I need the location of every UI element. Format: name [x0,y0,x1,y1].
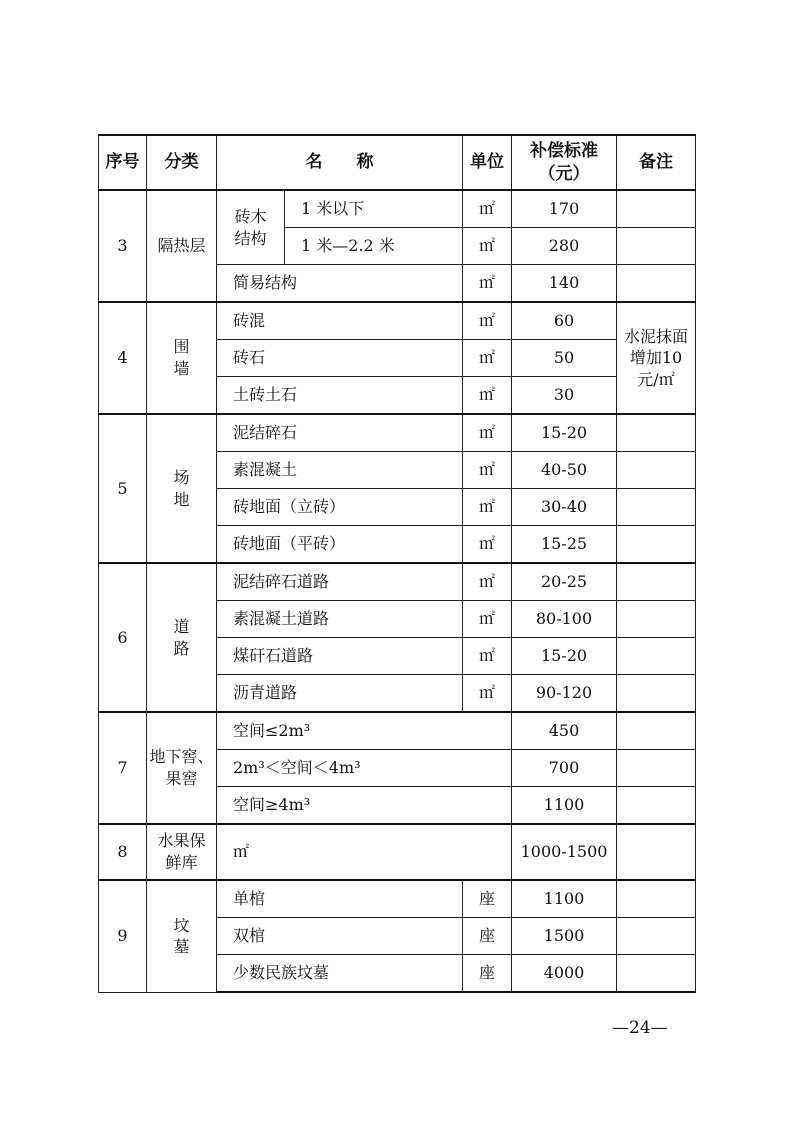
unit-cell: ㎡ [463,414,512,452]
unit-cell: ㎡ [463,489,512,526]
unit-cell: ㎡ [463,265,512,303]
unit-cell: 座 [463,955,512,993]
category-cell: 围墙 [147,302,217,414]
item-name: 素混凝土道路 [217,601,463,638]
remark-cell [617,955,696,993]
value-cell: 1100 [512,787,617,825]
remark-cell [617,265,696,303]
value-cell: 15-20 [512,638,617,675]
value-cell: 140 [512,265,617,303]
remark-cell [617,880,696,918]
item-name: 少数民族坟墓 [217,955,463,993]
header-row [99,135,696,190]
unit-cell: ㎡ [463,228,512,265]
remark-cell [617,228,696,265]
item-name: 砖地面（平砖） [217,526,463,564]
unit-cell: ㎡ [463,601,512,638]
unit-cell: ㎡ [463,340,512,377]
table-row [99,712,696,750]
remark-cell [617,190,696,228]
table-row [99,563,696,601]
remark-cell [617,489,696,526]
remark-cell [617,414,696,452]
value-cell: 50 [512,340,617,377]
value-cell: 15-25 [512,526,617,564]
unit-cell: ㎡ [463,563,512,601]
item-name: 单棺 [217,880,463,918]
seq-cell: 3 [99,190,147,302]
value-cell: 15-20 [512,414,617,452]
category-cell: 地下窖、果窖 [147,712,217,824]
page-number: —24— [612,1018,668,1038]
value-cell: 450 [512,712,617,750]
header-seq: 序号 [99,135,147,190]
value-cell: 280 [512,228,617,265]
seq-cell: 4 [99,302,147,414]
item-name: ㎡ [217,824,512,880]
item-name: 泥结碎石道路 [217,563,463,601]
remark-cell [617,712,696,750]
seq-cell: 7 [99,712,147,824]
item-name: 2m³＜空间＜4m³ [217,750,512,787]
unit-cell: ㎡ [463,190,512,228]
value-cell: 90-120 [512,675,617,713]
item-name: 空间≤2m³ [217,712,512,750]
category-cell: 道路 [147,563,217,712]
item-name: 简易结构 [217,265,463,303]
item-name: 煤矸石道路 [217,638,463,675]
header-standard: 补偿标准（元） [512,135,617,190]
unit-cell: ㎡ [463,452,512,489]
subcategory-cell: 砖木结构 [217,190,285,265]
item-name: 砖石 [217,340,463,377]
item-name: 素混凝土 [217,452,463,489]
unit-cell: ㎡ [463,526,512,564]
value-cell: 80-100 [512,601,617,638]
unit-cell: ㎡ [463,675,512,713]
remark-cell [617,638,696,675]
header-category: 分类 [147,135,217,190]
item-name: 1 米以下 [285,190,463,228]
remark-cell [617,824,696,880]
value-cell: 20-25 [512,563,617,601]
remark-cell [617,452,696,489]
item-name: 空间≥4m³ [217,787,512,825]
item-name: 沥青道路 [217,675,463,713]
unit-cell: ㎡ [463,638,512,675]
unit-cell: 座 [463,880,512,918]
value-cell: 60 [512,302,617,340]
unit-cell: 座 [463,918,512,955]
remark-cell [617,750,696,787]
seq-cell: 8 [99,824,147,880]
value-cell: 700 [512,750,617,787]
remark-cell: 水泥抹面增加10元/㎡ [617,302,696,414]
category-cell: 坟墓 [147,880,217,992]
value-cell: 40-50 [512,452,617,489]
value-cell: 170 [512,190,617,228]
value-cell: 30-40 [512,489,617,526]
unit-cell: ㎡ [463,377,512,415]
seq-cell: 6 [99,563,147,712]
remark-cell [617,601,696,638]
seq-cell: 5 [99,414,147,563]
remark-cell [617,918,696,955]
header-name: 名 称 [217,135,463,190]
table-row [99,302,696,340]
table-row [99,824,696,880]
category-cell: 隔热层 [147,190,217,302]
item-name: 1 米—2.2 米 [285,228,463,265]
remark-cell [617,787,696,825]
remark-cell [617,563,696,601]
compensation-table [98,134,696,993]
unit-cell: ㎡ [463,302,512,340]
value-cell: 1500 [512,918,617,955]
value-cell: 1000-1500 [512,824,617,880]
value-cell: 4000 [512,955,617,993]
table-row [99,190,696,228]
table-row [99,880,696,918]
table-row [99,414,696,452]
category-cell: 水果保鲜库 [147,824,217,880]
item-name: 土砖土石 [217,377,463,415]
remark-cell [617,675,696,713]
value-cell: 1100 [512,880,617,918]
item-name: 砖混 [217,302,463,340]
seq-cell: 9 [99,880,147,992]
item-name: 砖地面（立砖） [217,489,463,526]
remark-cell [617,526,696,564]
category-cell: 场地 [147,414,217,563]
item-name: 泥结碎石 [217,414,463,452]
value-cell: 30 [512,377,617,415]
item-name: 双棺 [217,918,463,955]
header-unit: 单位 [463,135,512,190]
header-remarks: 备注 [617,135,696,190]
